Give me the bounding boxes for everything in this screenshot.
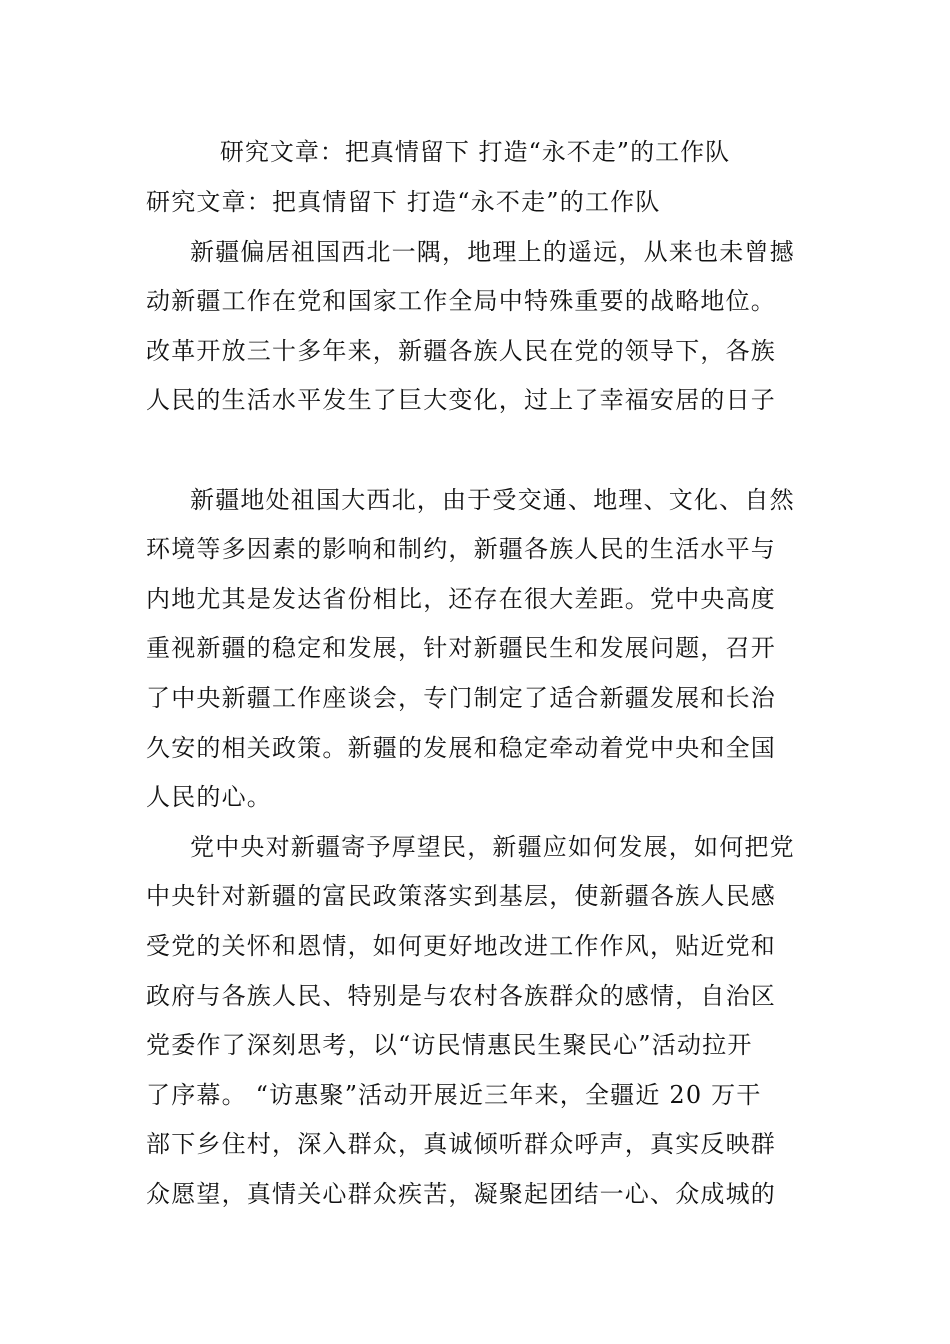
document-title-left: 研究文章：把真情留下 打造“永不走”的工作队 xyxy=(146,188,661,216)
paragraph-line: 久安的相关政策。新疆的发展和稳定牵动着党中央和全国 xyxy=(146,733,776,762)
paragraph-line: 改革开放三十多年来，新疆各族人民在党的领导下，各族 xyxy=(146,336,776,365)
paragraph-line: 受党的关怀和恩情，如何更好地改进工作作风，贴近党和 xyxy=(146,931,776,960)
document-title-centered: 研究文章：把真情留下 打造“永不走”的工作队 xyxy=(219,138,731,166)
paragraph-line: 众愿望，真情关心群众疾苦，凝聚起团结一心、众成城的 xyxy=(146,1179,776,1208)
document-body xyxy=(146,178,812,1219)
paragraph-line: 动新疆工作在党和国家工作全局中特殊重要的战略地位。 xyxy=(146,287,776,316)
paragraph-line: 了中央新疆工作座谈会，专门制定了适合新疆发展和长治 xyxy=(146,683,776,712)
paragraph-line: 党中央对新疆寄予厚望民，新疆应如何发展，如何把党 xyxy=(190,832,795,861)
paragraph-line: 部下乡住村，深入群众，真诚倾听群众呼声，真实反映群 xyxy=(146,1130,776,1159)
paragraph-line: 党委作了深刻思考，以“访民情惠民生聚民心”活动拉开 xyxy=(146,1031,753,1060)
paragraph-3 xyxy=(146,823,812,1220)
paragraph-2 xyxy=(146,476,812,823)
paragraph-line: 内地尤其是发达省份相比，还存在很大差距。党中央高度 xyxy=(146,584,776,613)
paragraph-line: 了序幕。 “访惠聚”活动开展近三年来，全疆近 20 万干 xyxy=(146,1080,762,1109)
paragraph-line: 新疆偏居祖国西北一隅，地理上的遥远，从来也未曾撼 xyxy=(190,237,795,266)
paragraph-spacer xyxy=(146,426,812,476)
paragraph-line: 重视新疆的稳定和发展，针对新疆民生和发展问题，召开 xyxy=(146,634,776,663)
paragraph-line: 新疆地处祖国大西北，由于受交通、地理、文化、自然 xyxy=(190,485,795,514)
paragraph-line: 环境等多因素的影响和制约，新疆各族人民的生活水平与 xyxy=(146,535,776,564)
paragraph-line: 政府与各族人民、特别是与农村各族群众的感情，自治区 xyxy=(146,981,776,1010)
paragraph-line: 人民的心。 xyxy=(146,783,272,812)
paragraph-1 xyxy=(146,228,812,426)
paragraph-line: 中央针对新疆的富民政策落实到基层，使新疆各族人民感 xyxy=(146,882,776,911)
paragraph-line: 人民的生活水平发生了巨大变化，过上了幸福安居的日子 xyxy=(146,386,776,415)
